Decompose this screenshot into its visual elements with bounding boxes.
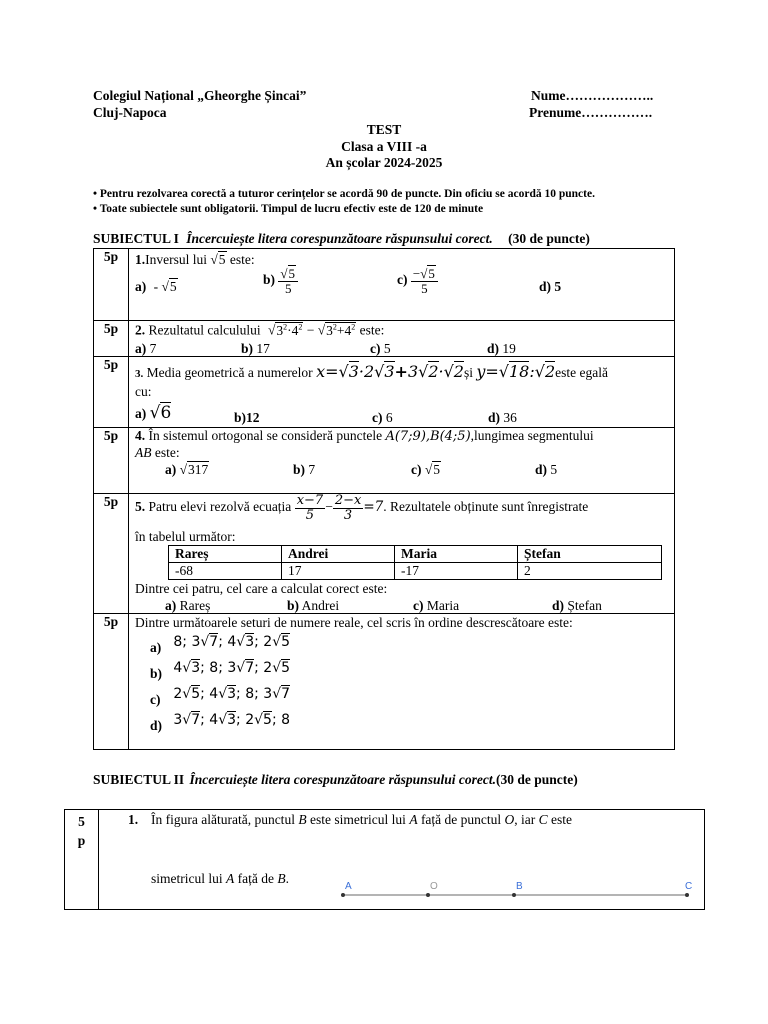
- q1-option-a[interactable]: a) - √5: [135, 279, 177, 294]
- subject1-heading: [93, 231, 590, 247]
- q2-option-d[interactable]: d) 19: [487, 341, 516, 356]
- q4-text: [135, 428, 594, 444]
- q5-fraction-1: $\frac{x-7}{5}$: [296, 493, 324, 523]
- q5-prompt-tail: . Rezultatele obținute sunt înregistrate: [383, 499, 589, 515]
- q1-option-b[interactable]: b) $\frac{√5}{5}$: [263, 267, 298, 295]
- q3-option-b[interactable]: b)12: [234, 410, 260, 425]
- q5-header-andrei: Andrei: [282, 546, 395, 563]
- q4-line2: [135, 445, 180, 461]
- q1-text: [135, 252, 255, 268]
- segment-figure: [335, 878, 697, 902]
- q1-option-d[interactable]: d) 5: [539, 279, 562, 294]
- q1-number: 1.: [135, 252, 146, 267]
- q5-header-maria: Maria: [395, 546, 518, 563]
- label-a: A: [345, 881, 352, 892]
- q4-este: este:: [154, 445, 180, 460]
- q5-value-andrei: 17: [282, 563, 395, 580]
- q4-points-expr: A(7;9),B(4;5): [385, 429, 471, 444]
- q6-prompt: Dintre următoarele seturi de numere reale, cel scris în ordine descrescătoare este:: [135, 615, 573, 630]
- q3-prompt-line2: cu:: [135, 384, 152, 399]
- q5-option-a[interactable]: a) Rareș: [165, 598, 211, 613]
- s2-q1-number: 1.: [128, 812, 139, 827]
- q3-prompt-tail: este egală: [555, 365, 608, 380]
- label-b: B: [516, 881, 523, 892]
- q3-option-d[interactable]: d) 36: [488, 410, 517, 425]
- q2-expression: $√3^2\cdot 4^2 - √3^2+4^2$: [267, 322, 356, 338]
- q6-set-a: 8; 3√7; 4√3; 2√5: [173, 634, 291, 650]
- fraction-neg-sqrt5-over-5: $\frac{-√5}{5}$: [411, 267, 438, 295]
- q6-option-b[interactable]: b) 4√3; 8; 3√7; 2√5: [150, 660, 291, 681]
- q5-results-table: [168, 545, 662, 580]
- q5-line2: în tabelul următor:: [135, 529, 236, 544]
- q5-number: 5.: [135, 499, 146, 515]
- q3-option-a[interactable]: a) √6: [135, 403, 172, 423]
- q4-prompt-tail: ,lungimea segmentului: [470, 428, 594, 443]
- surname-field-label: Prenume…………….: [529, 105, 653, 120]
- q4-segment: AB: [135, 445, 152, 460]
- q5-question: Dintre cei patru, cel care a calculat corect este:: [135, 581, 388, 596]
- label-c: C: [685, 881, 693, 892]
- q2-points: 5p: [94, 321, 129, 357]
- q5-text: 5. Patru elevi rezolvă ecuația $\frac{x-7}{5}$ − $\frac{2-x}{3}$ =7. Rezultatele obținute sunt înregistrate: [135, 493, 589, 523]
- q5-prompt: Patru elevi rezolvă ecuația: [148, 499, 292, 515]
- note-points: • Pentru rezolvarea corectă a tuturor cerințelor se acordă 90 de puncte. Din oficiu se acordă 10 puncte.: [93, 188, 595, 200]
- q2-option-a[interactable]: a) 7: [135, 341, 157, 356]
- q5-value-maria: -17: [395, 563, 518, 580]
- q2-option-c[interactable]: c) 5: [370, 341, 391, 356]
- school-year: An școlar 2024-2025: [325, 155, 443, 170]
- q5-option-b[interactable]: b) Andrei: [287, 598, 340, 613]
- q4-option-c[interactable]: c) √5: [411, 462, 441, 477]
- q1-prompt: Inversul lui: [145, 252, 207, 267]
- s2-q1-text-line2: simetricul lui A față de B.: [151, 871, 289, 886]
- q5-header-stefan: Ștefan: [518, 546, 662, 563]
- q6-points: 5p: [94, 614, 129, 750]
- q4-points: 5p: [94, 428, 129, 494]
- s2-q1-text-line1: În figura alăturată, punctul B este simetricul lui A față de punctul O, iar C este: [151, 812, 573, 827]
- q3-x-expression: x=√3·2√3+3√2·√2: [316, 362, 464, 381]
- q5-header-rares: Rareș: [169, 546, 282, 563]
- q5-value-rares: -68: [169, 563, 282, 580]
- q5-fraction-2: $\frac{2-x}{3}$: [334, 493, 362, 523]
- q1-option-c[interactable]: c) $\frac{-√5}{5}$: [397, 267, 438, 295]
- sqrt-5: √5: [210, 252, 226, 267]
- q6-option-c[interactable]: c) 2√5; 4√3; 8; 3√7: [150, 686, 291, 707]
- q5-value-stefan: 2: [518, 563, 662, 580]
- point-c: [685, 893, 689, 897]
- q3-text: [135, 362, 608, 381]
- q4-number: 4.: [135, 428, 146, 443]
- subject1-title: SUBIECTUL I: [93, 231, 179, 246]
- note-time: • Toate subiectele sunt obligatorii. Timpul de lucru efectiv este de 120 de minute: [93, 203, 484, 215]
- s2-q1-points: 5 p: [65, 810, 99, 910]
- subject2-title: SUBIECTUL II: [93, 772, 185, 787]
- q2-prompt: Rezultatul calculului: [148, 322, 261, 338]
- q6-set-d: 3√7; 4√3; 2√5; 8: [173, 712, 291, 728]
- q6-option-d[interactable]: d) 3√7; 4√3; 2√5; 8: [150, 712, 291, 733]
- name-field-label: Nume………………..: [531, 88, 654, 103]
- q4-prompt: În sistemul ortogonal se consideră punctele: [148, 428, 383, 443]
- label-o: O: [430, 881, 438, 892]
- fraction-sqrt5-over-5: $\frac{√5}{5}$: [278, 267, 298, 295]
- q3-number: 3.: [135, 368, 144, 380]
- q5-option-d[interactable]: d) Ștefan: [552, 598, 602, 613]
- subject2-points: (30 de puncte): [495, 772, 578, 787]
- q4-option-a[interactable]: a) √317: [165, 462, 209, 477]
- class-title: Clasa a VIII -a: [341, 139, 427, 154]
- q3-and: și: [463, 365, 473, 380]
- q6-set-c: 2√5; 4√3; 8; 3√7: [173, 686, 291, 702]
- point-o: [426, 893, 430, 897]
- q1-prompt-end: este:: [229, 252, 255, 267]
- q6-option-a[interactable]: a) 8; 3√7; 4√3; 2√5: [150, 634, 291, 655]
- test-title: TEST: [366, 122, 402, 137]
- q3-option-c[interactable]: c) 6: [372, 410, 393, 425]
- point-a: [341, 893, 345, 897]
- subject1-points: (30 de puncte): [508, 231, 590, 246]
- q3-prompt: Media geometrică a numerelor: [146, 365, 313, 380]
- q4-option-b[interactable]: b) 7: [293, 462, 316, 477]
- q5-points: 5p: [94, 494, 129, 614]
- q4-option-d[interactable]: d) 5: [535, 462, 558, 477]
- q2-option-b[interactable]: b) 17: [241, 341, 270, 356]
- subject2-heading: [93, 772, 578, 788]
- point-b: [512, 893, 516, 897]
- q3-points: 5p: [94, 357, 129, 428]
- subject2-instruction: Încercuiește litera corespunzătoare răspunsului corect.: [189, 772, 496, 787]
- q3-y-expression: y=√18:√2: [476, 362, 556, 381]
- q5-option-c[interactable]: c) Maria: [413, 598, 460, 613]
- q2-number: 2.: [135, 322, 146, 338]
- q6-set-b: 4√3; 8; 3√7; 2√5: [173, 660, 291, 676]
- q2-text: [135, 322, 384, 339]
- school-city: Cluj-Napoca: [93, 105, 167, 120]
- q2-prompt-end: este:: [359, 322, 385, 338]
- q1-points: 5p: [94, 249, 129, 321]
- school-name: Colegiul Național „Gheorghe Șincai”: [93, 88, 307, 103]
- subject1-instruction: Încercuiește litera corespunzătoare răspunsului corect.: [186, 231, 493, 246]
